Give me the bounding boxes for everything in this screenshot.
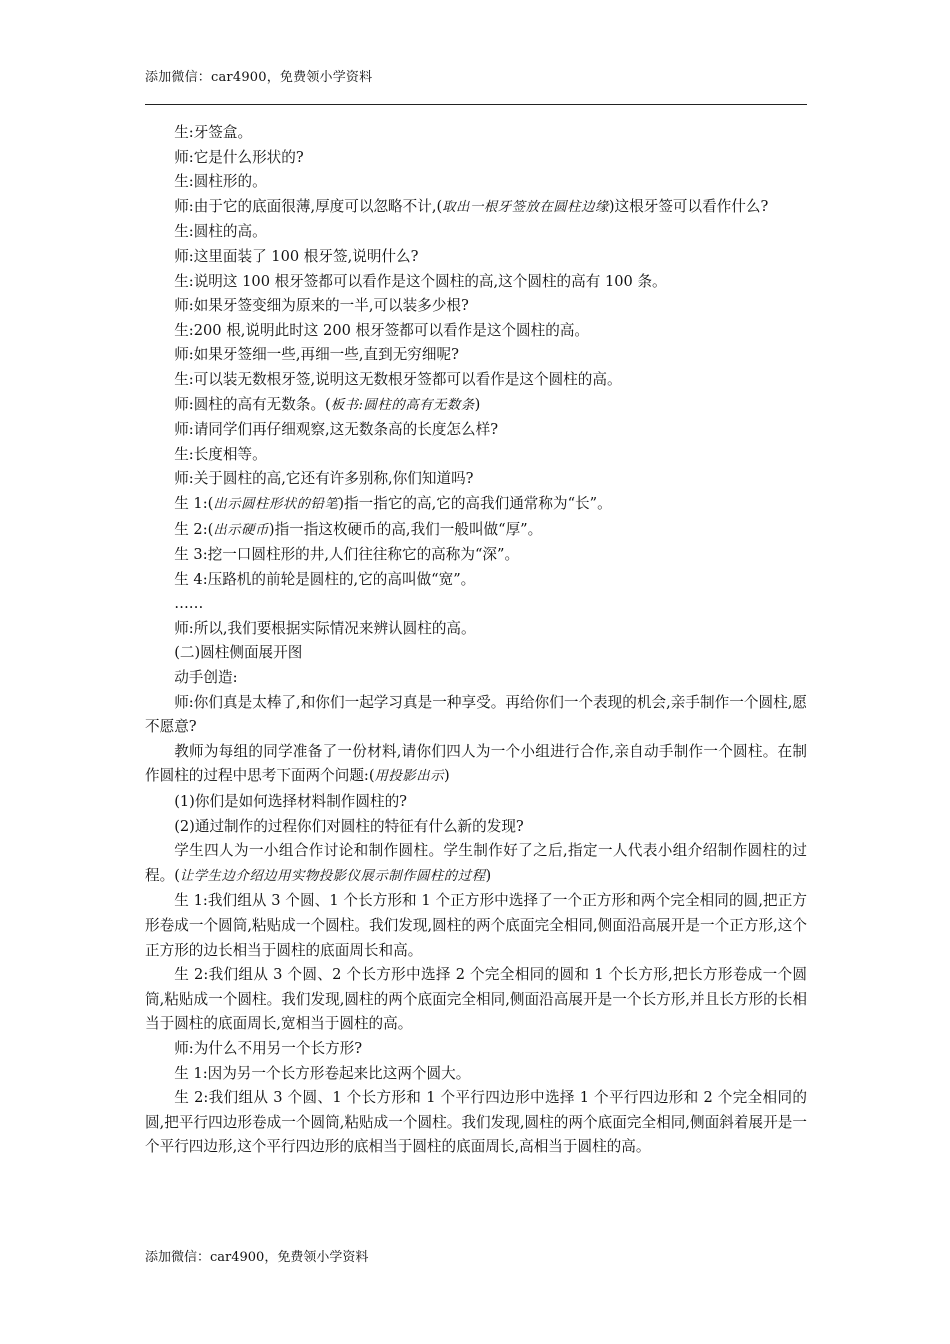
paragraph-text: 生:说明这 100 根牙签都可以看作是这个圆柱的高,这个圆柱的高有 100 条。 (174, 272, 667, 290)
paragraph-text: 师:它是什么形状的? (174, 148, 304, 166)
paragraph-text: ) (443, 767, 450, 785)
paragraph-text: 生 1:( (174, 494, 214, 512)
paragraph (145, 1062, 807, 1087)
paragraph (145, 1086, 807, 1160)
paragraph-text: 师:请同学们再仔细观察,这无数条高的长度怎么样? (174, 421, 499, 439)
header-divider (145, 104, 807, 105)
stage-note: 板书:圆柱的高有无数条 (330, 397, 475, 413)
paragraph-text: (2)通过制作的过程你们对圆柱的特征有什么新的发现? (174, 817, 524, 835)
paragraph-text: 学生四人为一小组合作讨论和制作圆柱。学生制作好了之后,指定一人代表小组介绍制作圆柱的过程。( (145, 842, 807, 884)
paragraph-text: 师:圆柱的高有无数条。( (174, 395, 331, 413)
paragraph-text: (二)圆柱侧面展开图 (174, 644, 303, 662)
paragraph-text: 师:如果牙签变细为原来的一半,可以装多少根? (174, 297, 469, 315)
paragraph-text: 生:200 根,说明此时这 200 根牙签都可以看作是这个圆柱的高。 (174, 321, 590, 339)
paragraph (145, 121, 807, 146)
paragraph-text: 生 2:( (174, 520, 214, 538)
paragraph (145, 963, 807, 1037)
stage-note: 出示硬币 (213, 522, 269, 538)
paragraph (145, 368, 807, 393)
paragraph-text: (1)你们是如何选择材料制作圆柱的? (174, 793, 407, 811)
stage-note: 用投影出示 (374, 769, 444, 785)
paragraph (145, 740, 807, 790)
paragraph-text: 生:牙签盒。 (174, 124, 253, 141)
paragraph-text: …… (174, 595, 204, 613)
paragraph (145, 170, 807, 195)
stage-note: 让学生边介绍边用实物投影仪展示制作圆柱的过程 (179, 868, 486, 884)
paragraph-text: 师:由于它的底面很薄,厚度可以忽略不计,( (174, 197, 443, 215)
page-header: 添加微信：car4900，免费领小学资料 (145, 70, 373, 85)
paragraph-text: 生:可以装无数根牙签,说明这无数根牙签都可以看作是这个圆柱的高。 (174, 370, 622, 388)
paragraph-text: 生 1:因为另一个长方形卷起来比这两个圆大。 (174, 1064, 471, 1082)
stage-note: 取出一根牙签放在圆柱边缘 (442, 199, 609, 215)
paragraph-text: )指一指它的高,它的高我们通常称为“长”。 (338, 494, 612, 512)
paragraph (145, 220, 807, 245)
paragraph-text: 生 1:我们组从 3 个圆、1 个长方形和 1 个正方形中选择了一个正方形和两个完全相同的圆,把正方形卷成一个圆筒,粘贴成一个圆柱。我们发现,圆柱的两个底面完全相同,侧面沿高展开是一个正方形,这个正方形的边长相当于圆柱的底面周长和高。 (145, 892, 807, 959)
paragraph (145, 467, 807, 492)
paragraph (145, 839, 807, 889)
paragraph-text: 师:这里面装了 100 根牙签,说明什么? (174, 247, 419, 265)
paragraph-text: 生 4:压路机的前轮是圆柱的,它的高叫做“宽”。 (174, 570, 476, 588)
paragraph (145, 319, 807, 344)
paragraph (145, 592, 807, 617)
paragraph (145, 343, 807, 368)
paragraph (145, 418, 807, 443)
paragraph-text: 教师为每组的同学准备了一份材料,请你们四人为一个小组进行合作,亲自动手制作一个圆柱。在制作圆柱的过程中思考下面两个问题:( (145, 742, 807, 785)
paragraph (145, 443, 807, 468)
paragraph (145, 146, 807, 171)
paragraph (145, 518, 807, 544)
paragraph (145, 492, 807, 518)
paragraph (145, 617, 807, 642)
paragraph (145, 195, 807, 221)
paragraph (145, 889, 807, 963)
paragraph-text: 生:长度相等。 (174, 445, 267, 463)
page-footer: 添加微信：car4900，免费领小学资料 (145, 1250, 369, 1265)
stage-note: 出示圆柱形状的铅笔 (213, 496, 339, 512)
paragraph (145, 245, 807, 270)
paragraph-text: 动手创造: (174, 669, 238, 687)
paragraph-text: 师:如果牙签细一些,再细一些,直到无穷细呢? (174, 346, 459, 364)
paragraph (145, 666, 807, 691)
paragraph-text: )指一指这枚硬币的高,我们一般叫做“厚”。 (268, 520, 543, 538)
document-body (145, 121, 807, 1160)
paragraph (145, 1037, 807, 1062)
paragraph-text: 生 2:我们组从 3 个圆、1 个长方形和 1 个平行四边形中选择 1 个平行四边形和 2 个完全相同的圆,把平行四边形卷成一个圆筒,粘贴成一个圆柱。我们发现,圆柱的两个底面完全相同,侧面斜着展开是一个平行四边形,这个平行四边形的底相当于圆柱的底面周长,高相当于圆柱的高。 (145, 1089, 807, 1156)
paragraph (145, 543, 807, 568)
paragraph-text: 生:圆柱形的。 (174, 173, 267, 191)
paragraph-text: 师:你们真是太棒了,和你们一起学习真是一种享受。再给你们一个表现的机会,亲手制作一个圆柱,愿不愿意? (145, 693, 807, 736)
paragraph-text: ) (474, 395, 481, 413)
paragraph-text: 生:圆柱的高。 (174, 223, 267, 241)
paragraph-text: ) (485, 866, 492, 884)
paragraph-text: 师:所以,我们要根据实际情况来辨认圆柱的高。 (174, 619, 476, 637)
paragraph (145, 790, 807, 815)
paragraph-text: 师:关于圆柱的高,它还有许多别称,你们知道吗? (174, 470, 474, 488)
paragraph (145, 393, 807, 419)
paragraph-text: )这根牙签可以看作什么? (608, 197, 769, 215)
paragraph (145, 641, 807, 666)
paragraph-text: 师:为什么不用另一个长方形? (174, 1039, 363, 1057)
paragraph (145, 691, 807, 740)
paragraph-text: 生 3:挖一口圆柱形的井,人们往往称它的高称为“深”。 (174, 546, 520, 564)
paragraph (145, 270, 807, 295)
paragraph (145, 815, 807, 840)
paragraph (145, 568, 807, 593)
paragraph-text: 生 2:我们组从 3 个圆、2 个长方形中选择 2 个完全相同的圆和 1 个长方形,把长方形卷成一个圆筒,粘贴成一个圆柱。我们发现,圆柱的两个底面完全相同,侧面沿高展开是一个长方形,并且长方形的长相当于圆柱的底面周长,宽相当于圆柱的高。 (145, 966, 807, 1033)
paragraph (145, 294, 807, 319)
